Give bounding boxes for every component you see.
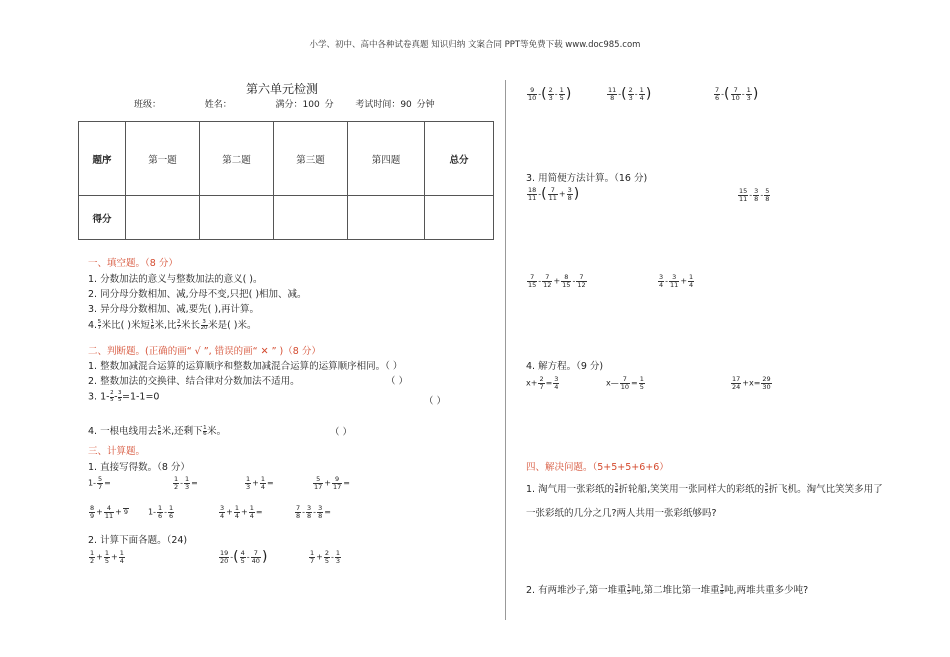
score-cell[interactable] — [425, 196, 494, 240]
calc-item: 1- $\frac{1}{6}$ - $\frac{1}{6}$ — [148, 504, 174, 520]
full-score: 满分：100 分 — [275, 100, 334, 110]
section1-title: 一、填空题。（8 分） — [88, 258, 178, 269]
calc-item: $\frac{1}{7}$ + $\frac{2}{5}$ - $\frac{1}{3}$ — [310, 549, 341, 565]
equation: $\frac{17}{24}$ +x= $\frac{29}{30}$ — [732, 375, 771, 391]
name-label: 姓名： — [204, 100, 232, 110]
equation: x+ $\frac{2}{7}$ = $\frac{3}{4}$ — [526, 375, 559, 391]
calc-item: $\frac{5}{17}$ + $\frac{9}{17}$ = — [314, 475, 350, 491]
score-cell[interactable] — [200, 196, 274, 240]
s2-q4-paren[interactable]: （ ） — [330, 427, 353, 438]
score-cell[interactable] — [274, 196, 348, 240]
col-q4: 第四题 — [348, 122, 425, 196]
s2-q2-paren[interactable]: （ ） — [386, 376, 409, 387]
column-divider — [505, 80, 506, 620]
row-header: 题序 — [79, 122, 126, 196]
r-sub4: 4. 解方程。（9 分) — [526, 361, 604, 372]
score-table — [78, 121, 494, 240]
col-q1: 第一题 — [126, 122, 200, 196]
calc-item: $\frac{1}{2}$ + $\frac{1}{5}$ + $\frac{1}{4}$ — [90, 549, 124, 565]
s2-q3: 3. 1- $\frac{2}{5}$ - $\frac{3}{5}$ =1-1=0 — [88, 390, 160, 403]
problem-1: 1. 淘气用一张彩纸的 $\frac{3}{4}$ 折轮船,笑笑用一张同样大的彩纸的 $\frac{3}{5}$ 折飞机。淘气比笑笑多用了 — [526, 482, 883, 495]
s3-sub1: 1. 直接写得数。（8 分） — [88, 462, 190, 473]
calc-item: $\frac{8}{9}$ + $\frac{4}{11}$ + 9 — [90, 504, 128, 520]
calc-item: $\frac{7}{8}$ - $\frac{3}{8}$ - $\frac{3}{8}$ = — [296, 504, 331, 520]
exam-meta — [134, 97, 435, 110]
score-cell[interactable] — [348, 196, 425, 240]
class-label: 班级： — [134, 100, 162, 110]
score-cell[interactable] — [126, 196, 200, 240]
s1-q4: 4. $\frac{5}{7}$ 米比( )米短 $\frac{1}{6}$ 米,比 $\frac{2}{7}$ 米长 $\frac{3}{20}$ 米是( )米。 — [88, 318, 257, 331]
s1-q1: 1. 分数加法的意义与整数加法的意义( )。 — [88, 274, 263, 285]
calc-item: $\frac{9}{10}$ -( $\frac{2}{3}$ - $\frac{1}{5}$ ) — [528, 86, 572, 102]
s1-q3: 3. 异分母分数相加、减,要先( ),再计算。 — [88, 304, 260, 315]
calc-item: $\frac{11}{8}$ -( $\frac{2}{3}$ - $\frac{1}{4}$ ) — [608, 86, 652, 102]
calc-item: $\frac{18}{11}$ -( $\frac{7}{11}$ + $\frac{3}{8}$ ) — [528, 186, 580, 202]
section2-title: 二、判断题。(正确的画“ √ ”, 错误的画“ ✕ ” )（8 分） — [88, 346, 321, 357]
calc-item: $\frac{3}{4}$ - $\frac{3}{11}$ + $\frac{1}{4}$ — [659, 273, 694, 289]
section3-title: 三、计算题。 — [88, 446, 146, 457]
problem-2: 2. 有两堆沙子,第一堆重 $\frac{1}{5}$ 吨,第二堆比第一堆重 $\frac{3}{8}$ 吨,两堆共重多少吨? — [526, 583, 809, 596]
r-sub3: 3. 用简便方法计算。（16 分) — [526, 173, 648, 184]
calc-item: $\frac{1}{2}$ - $\frac{1}{3}$ = — [174, 475, 198, 491]
s2-q1: 1. 整数加减混合运算的运算顺序和整数加减混合运算的运算顺序相同。（ ） — [88, 361, 403, 372]
calc-item: $\frac{3}{4}$ + $\frac{1}{4}$ + $\frac{1}{4}$ = — [220, 504, 263, 520]
exam-title: 第六单元检测 — [246, 82, 319, 96]
calc-item: $\frac{7}{15}$ - $\frac{7}{12}$ + $\frac{8}{15}$ - $\frac{7}{12}$ — [528, 273, 586, 289]
col-q3: 第三题 — [274, 122, 348, 196]
equation: x— $\frac{7}{10}$ = $\frac{1}{5}$ — [606, 375, 644, 391]
section4-title: 四、解决问题。（5+5+5+6+6） — [526, 462, 669, 473]
calc-item: 1- $\frac{5}{7}$ = — [88, 475, 111, 491]
s2-q4: 4. 一根电线用去 $\frac{5}{6}$ 米,还剩下 $\frac{1}{6}$ 米。 — [88, 424, 227, 437]
s2-q2: 2. 整数加法的交换律、结合律对分数加法不适用。 — [88, 376, 300, 387]
problem-1-line2: 一张彩纸的几分之几?两人共用一张彩纸够吗? — [526, 508, 717, 519]
calc-item: $\frac{19}{20}$ -( $\frac{4}{5}$ - $\frac{7}{40}$ ) — [220, 549, 268, 565]
s2-q3-paren[interactable]: （ ） — [424, 396, 447, 407]
col-q2: 第二题 — [200, 122, 274, 196]
site-banner: 小学、初中、高中各种试卷真题 知识归纳 文案合同 PPT等免费下载 www.doc985.com — [309, 40, 641, 50]
s1-q2: 2. 同分母分数相加、减,分母不变,只把( )相加、减。 — [88, 289, 307, 300]
s3-sub2: 2. 计算下面各题。（24) — [88, 535, 188, 546]
calc-item: $\frac{7}{6}$ -( $\frac{7}{10}$ - $\frac{1}{3}$ ) — [715, 86, 759, 102]
score-label: 得分 — [79, 196, 126, 240]
exam-time: 考试时间：90 分钟 — [355, 100, 435, 110]
calc-item: $\frac{15}{11}$ - $\frac{3}{8}$ - $\frac{5}{8}$ — [739, 187, 770, 203]
col-total: 总分 — [425, 122, 494, 196]
calc-item: $\frac{1}{3}$ + $\frac{1}{4}$ = — [246, 475, 274, 491]
